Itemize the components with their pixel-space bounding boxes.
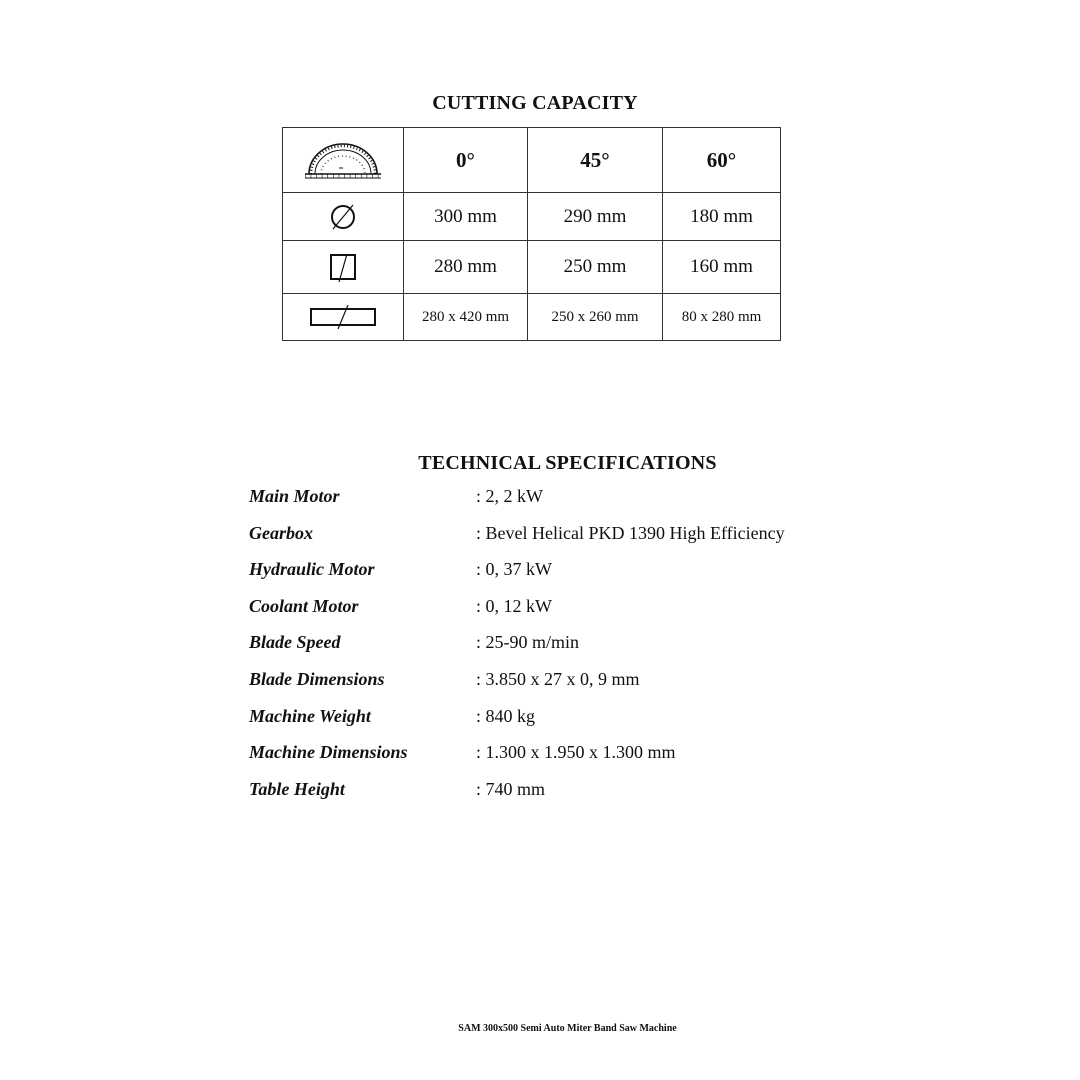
rect-60-value: 80 x 280 mm xyxy=(663,294,781,341)
round-bar-icon xyxy=(283,193,404,241)
spec-value: : 740 mm xyxy=(476,778,546,799)
table-row xyxy=(283,294,781,341)
spec-value: : 2, 2 kW xyxy=(476,486,543,506)
spec-blade-dimensions xyxy=(249,669,869,706)
spec-label: Table Height xyxy=(249,778,345,799)
spec-label: Blade Dimensions xyxy=(249,668,385,689)
protractor-icon xyxy=(283,128,404,193)
rect-45-value: 250 x 260 mm xyxy=(528,294,663,341)
square-45-value: 250 mm xyxy=(528,241,663,294)
spec-label: Machine Dimensions xyxy=(249,742,408,763)
cutting-capacity-title: CUTTING CAPACITY xyxy=(432,92,638,114)
table-row xyxy=(283,193,781,241)
round-45-value: 290 mm xyxy=(528,193,663,241)
spec-main-motor xyxy=(249,486,869,523)
round-0-value: 300 mm xyxy=(404,193,528,241)
rectangular-bar-icon xyxy=(283,294,404,341)
square-bar-icon xyxy=(283,241,404,294)
cutting-capacity-table xyxy=(282,127,781,341)
spec-value: : 25-90 m/min xyxy=(476,632,579,653)
table-header-row xyxy=(283,128,781,193)
square-60-value: 160 mm xyxy=(663,241,781,294)
angle-header-0: 0° xyxy=(404,128,528,193)
footer-text: SAM 300x500 Semi Auto Miter Band Saw Machine xyxy=(458,1023,677,1034)
spec-label: Hydraulic Motor xyxy=(249,559,375,580)
spec-value: : 0, 12 kW xyxy=(476,595,552,616)
spec-label: Blade Speed xyxy=(249,632,341,653)
square-0-value: 280 mm xyxy=(404,241,528,294)
technical-specifications-title: TECHNICAL SPECIFICATIONS xyxy=(418,452,717,474)
spec-label: Gearbox xyxy=(249,522,313,543)
spec-coolant-motor xyxy=(249,596,869,633)
spec-value: : 0, 37 kW xyxy=(476,559,552,580)
angle-header-60: 60° xyxy=(663,128,781,193)
spec-gearbox xyxy=(249,523,869,560)
round-60-value: 180 mm xyxy=(663,193,781,241)
spec-label: Machine Weight xyxy=(249,705,371,726)
spec-table-height xyxy=(249,779,869,816)
spec-value: : 1.300 x 1.950 x 1.300 mm xyxy=(476,742,676,763)
rect-0-value: 280 x 420 mm xyxy=(404,294,528,341)
spec-machine-dimensions xyxy=(249,742,869,779)
spec-label: Coolant Motor xyxy=(249,595,359,616)
spec-hydraulic-motor xyxy=(249,559,869,596)
spec-machine-weight xyxy=(249,706,869,743)
spec-value: : 3.850 x 27 x 0, 9 mm xyxy=(476,668,640,689)
specifications-list xyxy=(249,486,869,815)
spec-value: : Bevel Helical PKD 1390 High Efficiency xyxy=(476,522,785,543)
table-row xyxy=(283,241,781,294)
spec-blade-speed xyxy=(249,632,869,669)
spec-value: : 840 kg xyxy=(476,705,536,726)
angle-header-45: 45° xyxy=(528,128,663,193)
spec-label: Main Motor xyxy=(249,486,340,506)
